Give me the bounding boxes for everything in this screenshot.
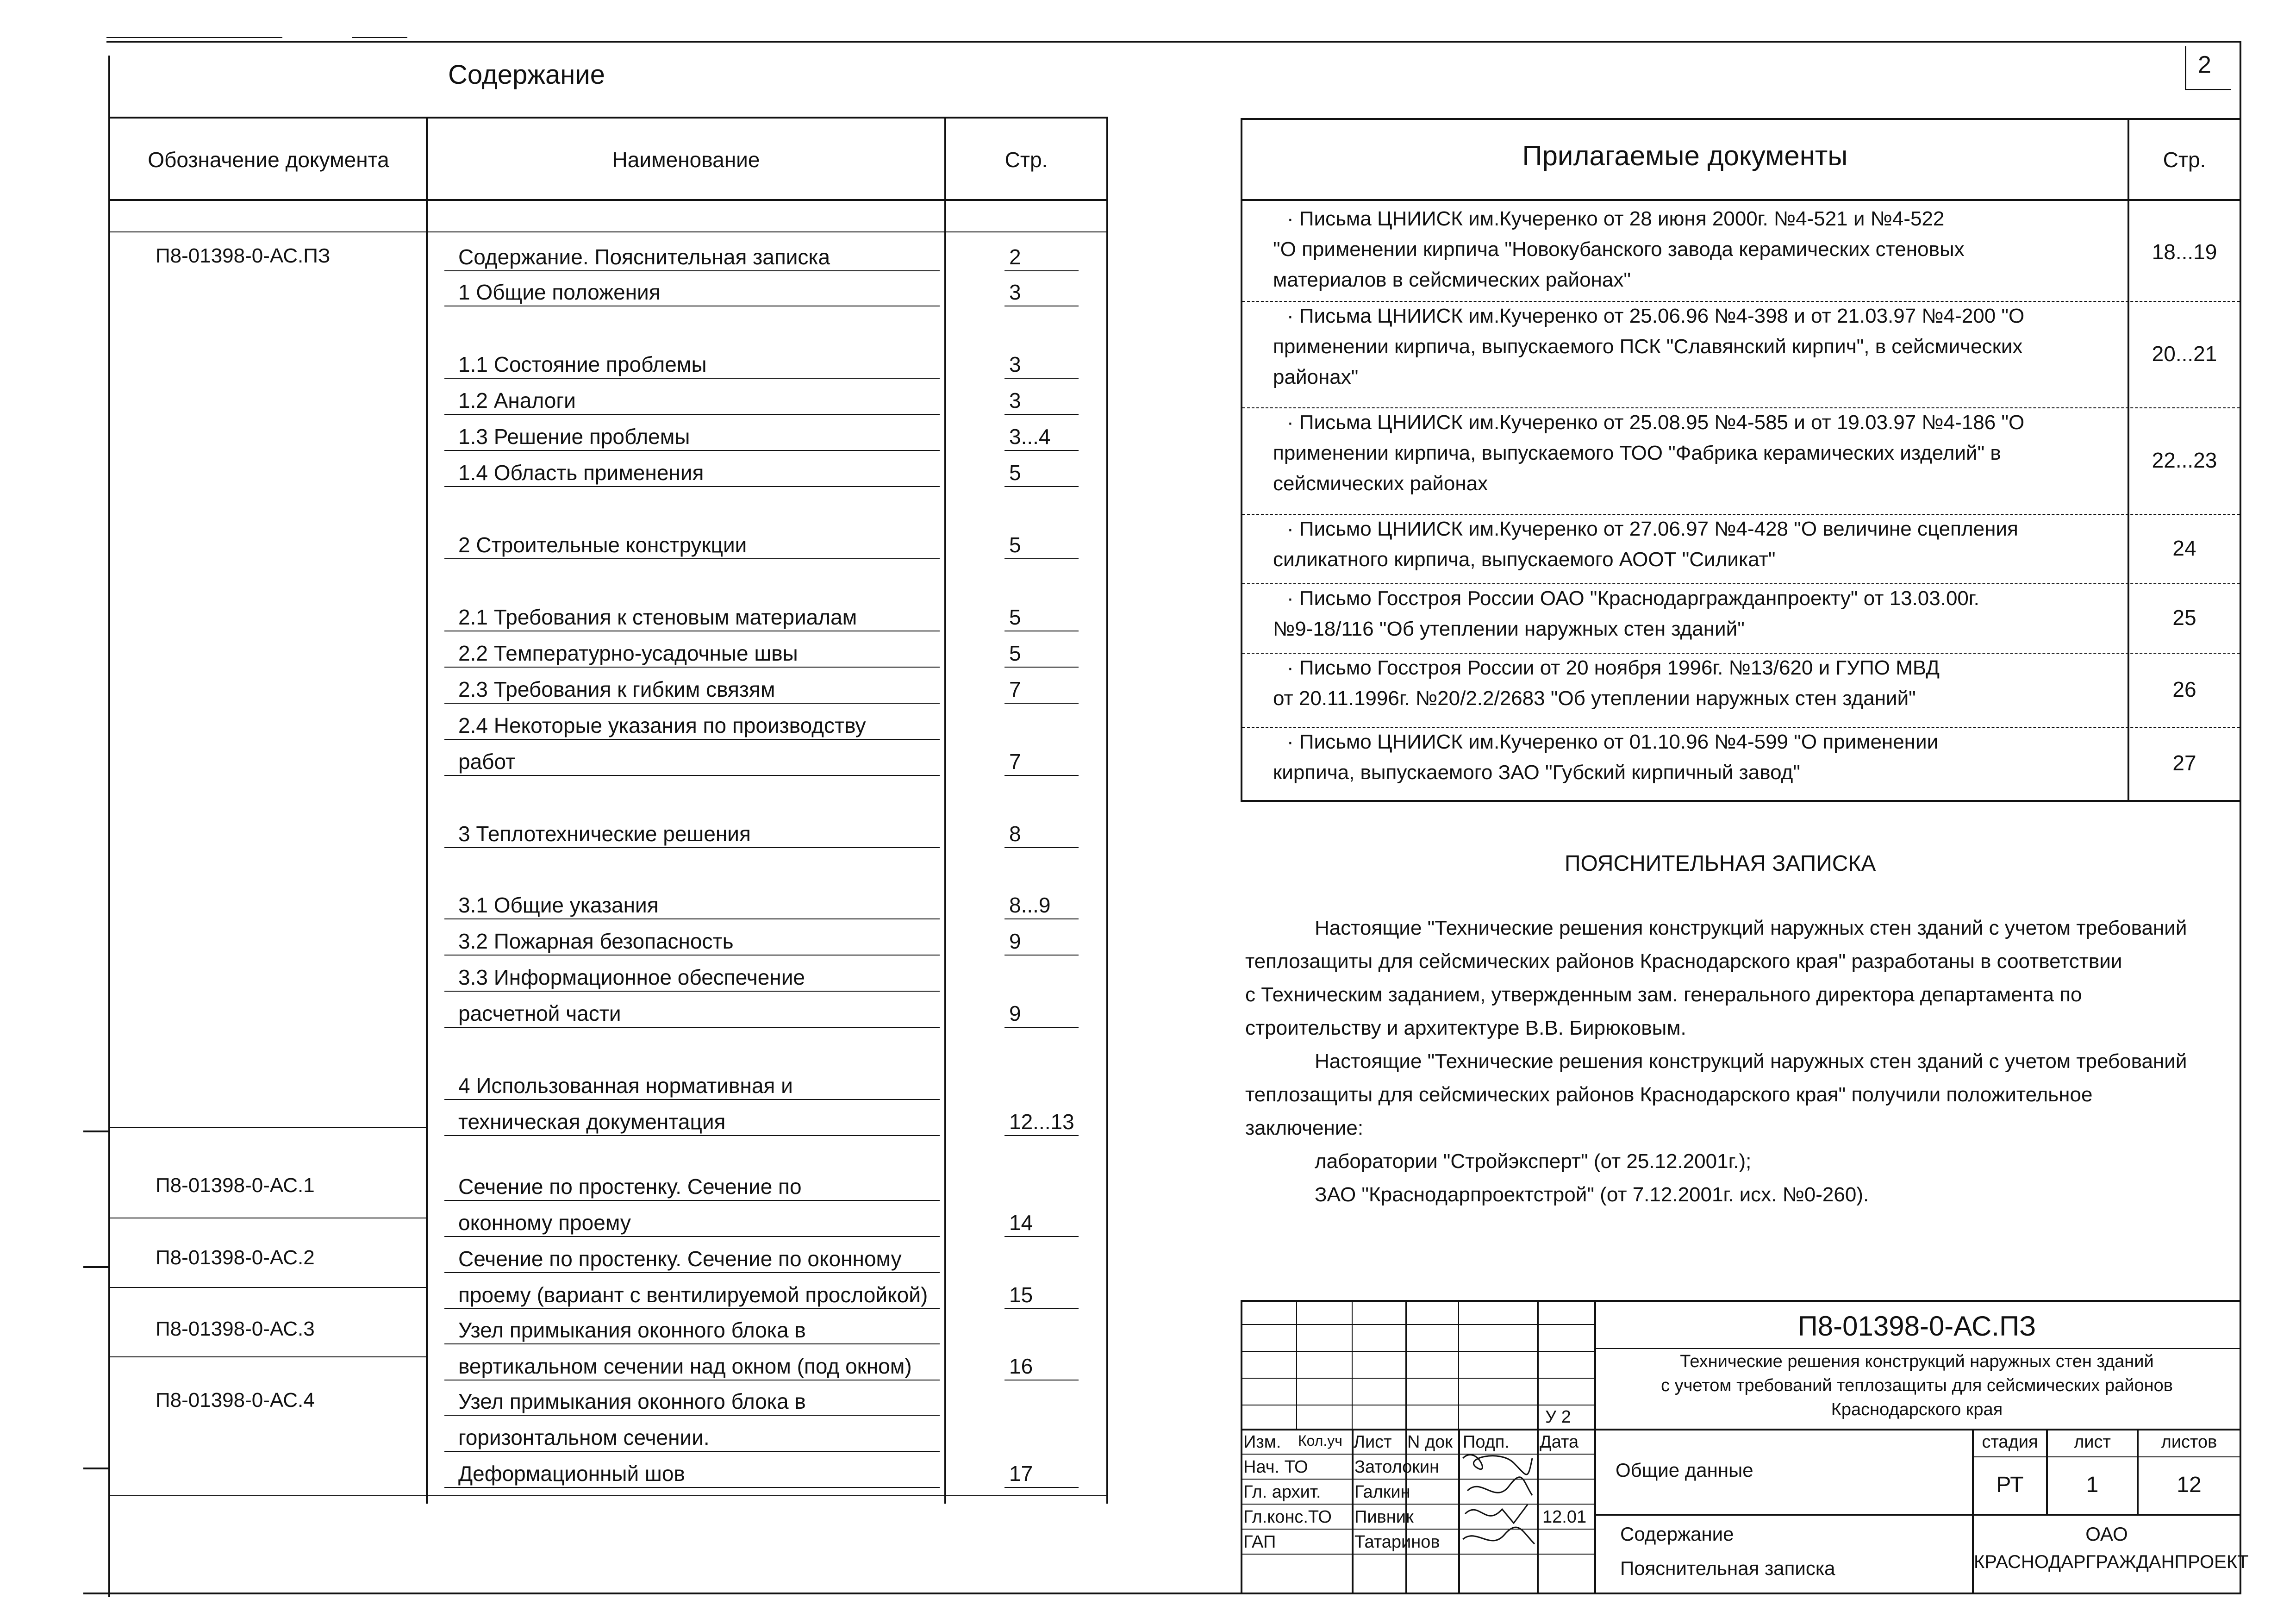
contents-row-page: 17 [1009,1462,1033,1486]
note-line: теплозащиты для сейсмических районов Краснодарского края" разработаны в соответствии [1245,950,2122,973]
frame-top-stub-1 [106,37,282,38]
contents-row-page-underline [1004,558,1079,559]
signer-name: Галкин [1354,1482,1410,1502]
contents-row-sep [108,1127,426,1128]
attached-header-bottom [1241,199,2240,201]
stamp-row [1594,1429,2240,1430]
stamp-col-header: N док [1407,1432,1453,1452]
contents-row-page-underline [1004,378,1079,379]
attached-item-line: "О применении кирпича "Новокубанского завода керамических стеновых [1273,238,1965,261]
contents-row-underline [444,1415,940,1416]
contents-row-underline [444,991,940,992]
attached-item-line: · Письма ЦНИИСК им.Кучеренко от 28 июня 2000г. №4-521 и №4-522 [1287,207,1945,230]
contents-header-bottom [108,199,1108,201]
attached-top [1241,118,2240,120]
stamp-title-line: Краснодарского края [1831,1400,2003,1419]
contents-row-underline [444,1027,940,1028]
contents-right-edge [1106,117,1108,1504]
note-line: с Техническим заданием, утвержденным зам. генерального директора департамента по [1245,983,2082,1006]
signature-stroke [1465,1505,1528,1523]
contents-row-page-underline [1004,414,1079,415]
contents-row-sep [108,1287,426,1288]
note-line: Настоящие "Технические решения конструкций наружных стен зданий с учетом требований [1315,1050,2187,1073]
contents-row-underline [444,378,940,379]
signer-role: ГАП [1243,1532,1276,1552]
attached-item-line: районах" [1273,366,1359,388]
contents-row-page: 5 [1009,533,1021,557]
contents-row-name: 2.4 Некоторые указания по производству [458,713,866,737]
attached-row-separator [1242,727,2240,728]
signature-stroke [1463,1455,1532,1474]
note-line: заключение: [1245,1117,1364,1139]
contents-row-name: 2.3 Требования к гибким связям [458,677,775,701]
stamp-grid-row [1241,1378,1594,1379]
contents-row-name: Узел примыкания оконного блока в [458,1318,806,1342]
contents-row-name: Содержание. Пояснительная записка [458,245,830,269]
contents-row-name: 3.1 Общие указания [458,893,659,917]
contents-row-page: 2 [1009,245,1021,269]
stamp-grid-row [1241,1324,1594,1325]
signer-name: Затолокин [1354,1457,1440,1477]
contents-row-underline [444,1200,940,1201]
stamp-grid-col [1537,1300,1539,1594]
contents-row-page-underline [1004,847,1079,848]
stamp-col-header: Кол.уч [1298,1432,1342,1449]
contents-row-name: Сечение по простенку. Сечение по [458,1174,802,1199]
contents-row-name: горизонтальном сечении. [458,1425,710,1449]
contents-row-underline [444,1272,940,1273]
stamp-drawing-line: Пояснительная записка [1620,1557,1835,1579]
contents-row-underline [444,1308,940,1309]
attached-header-page: Стр. [2163,148,2206,172]
frame-right [2240,41,2241,1594]
contents-row-name: вертикальном сечении над окном (под окном) [458,1354,912,1378]
frame-bottom [83,1593,2241,1594]
frame-tick [83,1131,108,1132]
contents-row-name: 2 Строительные конструкции [458,533,747,557]
stamp-org-line: ОАО [2085,1523,2128,1545]
stamp-row [1594,1348,2240,1349]
attached-row-separator [1242,301,2240,302]
note-line: ЗАО "Краснодарпроектстрой" (от 7.12.2001г. исх. №0-260). [1315,1183,1869,1206]
attached-item-line: силикатного кирпича, выпускаемого АООТ "Силикат" [1273,548,1776,571]
signer-name: Пивник [1354,1507,1414,1527]
signature-stroke [1463,1527,1535,1544]
frame-tick [83,1266,108,1268]
stamp-mark: У 2 [1545,1407,1571,1427]
page-number: 2 [2198,51,2211,78]
stamp-grid-row [1241,1504,1594,1505]
attached-item-line: кирпича, выпускаемого ЗАО "Губский кирпичный завод" [1273,761,1800,784]
contents-row-underline [444,558,940,559]
contents-row-underline [444,486,940,487]
stamp-row [1972,1456,2240,1457]
contents-row-underline [444,1487,940,1488]
contents-row-underline [444,918,940,919]
contents-row-code: П8-01398-0-АС.3 [156,1318,315,1340]
contents-row-page-underline [1004,703,1079,704]
attached-item-line: материалов в сейсмических районах" [1273,269,1631,291]
contents-row-page: 3 [1009,352,1021,376]
stamp-grid-row [1241,1554,1594,1555]
contents-row-underline [444,450,940,451]
contents-row-underline [444,667,940,668]
frame-top-stub-2 [352,37,407,38]
contents-header-top [108,117,1108,119]
stamp-grid-col [1458,1300,1459,1429]
stamp-grid-row [1241,1479,1594,1480]
attached-item-page: 26 [2172,677,2196,701]
contents-row-underline [444,703,940,704]
contents-row-underline [444,1343,940,1344]
contents-row-code: П8-01398-0-АС.4 [156,1389,315,1412]
attached-item-page: 27 [2172,751,2196,775]
contents-row-page-underline [1004,486,1079,487]
attached-title: Прилагаемые документы [1522,140,1848,171]
attached-row-separator [1242,583,2240,584]
contents-row-page: 8...9 [1009,893,1051,917]
attached-item-line: · Письмо ЦНИИСК им.Кучеренко от 27.06.97 №4-428 "О величине сцепления [1287,518,2018,540]
stamp-grid-row [1241,1454,1594,1455]
note-line: строительству и архитектуре В.В. Бирюковым. [1245,1017,1686,1039]
note-line: лаборатории "Стройэксперт" (от 25.12.2001г.); [1315,1150,1752,1173]
attached-item-page: 22...23 [2152,448,2217,472]
contents-row-page: 3...4 [1009,425,1051,449]
contents-row-name: 2.2 Температурно-усадочные швы [458,641,798,665]
stamp-sheet: 1 [2086,1473,2099,1497]
stamp-col-header: Изм. [1243,1432,1281,1452]
attached-left [1241,118,1242,801]
stamp-date: 12.01 [1542,1507,1587,1527]
attached-item-line: №9-18/116 "Об утеплении наружных стен зданий" [1273,618,1745,640]
contents-row-underline [444,1451,940,1452]
contents-row-page-underline [1004,918,1079,919]
stamp-grid-col [1352,1300,1353,1429]
stamp-grid-row [1241,1351,1594,1352]
frame-left [108,56,110,1597]
stamp-grid-col [1296,1300,1297,1429]
contents-row-name: 4 Использованная нормативная и [458,1074,793,1098]
contents-row-page-underline [1004,667,1079,668]
stamp-org-line: КРАСНОДАРГРАЖДАНПРОЕКТ [1974,1552,2249,1572]
contents-row-sep [108,231,1108,232]
contents-row-name: работ [458,750,516,774]
stamp-sheets: 12 [2177,1473,2202,1497]
stamp-title-line: Технические решения конструкций наружных стен зданий [1680,1352,2154,1371]
contents-row-page-underline [1004,1027,1079,1028]
stamp-doc-code: П8-01398-0-АС.ПЗ [1797,1311,2036,1342]
contents-row-name: оконному проему [458,1211,631,1235]
contents-row-page: 12...13 [1009,1110,1074,1134]
signer-role: Гл.конс.ТО [1243,1507,1332,1527]
attached-item-line: · Письма ЦНИИСК им.Кучеренко от 25.08.95 №4-585 и от 19.03.97 №4-186 "О [1287,411,2025,434]
contents-row-name: Деформационный шов [458,1462,685,1486]
contents-row-sep [108,1356,426,1357]
contents-row-name: расчетной части [458,1001,621,1025]
stamp-stage-header: стадия [1982,1432,2038,1452]
attached-bottom [1241,800,2240,802]
contents-row-underline [444,1099,940,1100]
contents-col1-divider [426,117,428,1504]
contents-row-code: П8-01398-0-АС.2 [156,1246,315,1269]
stamp-col-header: Подп. [1463,1432,1510,1452]
attached-item-page: 20...21 [2152,342,2217,366]
contents-row-underline [444,414,940,415]
stamp-row [1594,1514,2240,1516]
signature-marks [1458,1440,1537,1555]
contents-title: Содержание [448,60,605,90]
contents-row-page-underline [1004,1135,1079,1136]
stamp-sheets-header: листов [2161,1432,2217,1452]
stamp-grid-row [1241,1429,1594,1430]
contents-row-page: 15 [1009,1283,1033,1307]
attached-item-line: от 20.11.1996г. №20/2.2/2683 "Об утеплении наружных стен зданий" [1273,687,1916,710]
contents-row-page: 3 [1009,280,1021,304]
contents-row-name: Узел примыкания оконного блока в [458,1389,806,1413]
contents-row-page: 5 [1009,605,1021,629]
signer-role: Гл. архит. [1243,1482,1321,1502]
attached-row-separator [1242,514,2240,515]
attached-item-page: 25 [2172,606,2196,630]
contents-row-page-underline [1004,775,1079,776]
contents-row-name: Сечение по простенку. Сечение по оконному [458,1247,902,1271]
attached-row-separator [1242,407,2240,408]
contents-row-name: 1 Общие положения [458,280,661,304]
contents-row-code: П8-01398-0-АС.ПЗ [156,244,331,267]
contents-row-name: 3 Теплотехнические решения [458,822,751,846]
contents-row-name: 1.3 Решение проблемы [458,425,690,449]
note-line: теплозащиты для сейсмических районов Краснодарского края" получили положительное [1245,1083,2093,1106]
attached-item-line: · Письмо Госстроя России от 20 ноября 1996г. №13/620 и ГУПО МВД [1287,656,1940,679]
contents-row-underline [444,775,940,776]
stamp-drawing-line: Содержание [1620,1523,1734,1545]
signer-name: Татаринов [1354,1532,1440,1552]
contents-row-page: 5 [1009,461,1021,485]
contents-row-underline [444,270,940,271]
contents-row-page-underline [1004,1308,1079,1309]
contents-row-name: 2.1 Требования к стеновым материалам [458,605,857,629]
contents-row-page: 8 [1009,822,1021,846]
contents-row-name: 1.1 Состояние проблемы [458,352,707,376]
attached-item-line: применении кирпича, выпускаемого ТОО "Фабрика керамических изделий" в [1273,442,2001,464]
contents-header-page: Стр. [1004,148,1048,172]
contents-row-name: техническая документация [458,1110,726,1134]
contents-row-name: проему (вариант с вентилируемой прослойкой) [458,1283,928,1307]
contents-row-page: 16 [1009,1354,1033,1378]
stamp-left [1241,1300,1242,1594]
stamp-title-line: с учетом требований теплозащиты для сейсмических районов [1661,1376,2173,1395]
contents-row-page: 14 [1009,1211,1033,1235]
contents-header-name: Наименование [612,148,760,172]
contents-row-page-underline [1004,450,1079,451]
note-line: Настоящие "Технические решения конструкций наружных стен зданий с учетом требований [1315,917,2187,939]
contents-row-underline [444,739,940,740]
contents-row-code: П8-01398-0-АС.1 [156,1174,315,1197]
contents-row-underline [444,955,940,956]
signature-stroke [1467,1477,1532,1495]
stamp-col-header: Лист [1354,1432,1392,1452]
contents-row-page-underline [1004,955,1079,956]
stamp-divider-main [1594,1300,1596,1594]
contents-row-page: 7 [1009,750,1021,774]
contents-row-name: 1.2 Аналоги [458,388,576,412]
contents-row-page-underline [1004,270,1079,271]
stamp-sheet-header: лист [2074,1432,2111,1452]
frame-top [106,41,2241,43]
contents-row-page-underline [1004,1236,1079,1237]
attached-item-line: сейсмических районах [1273,472,1488,495]
attached-item-line: применении кирпича, выпускаемого ПСК "Славянский кирпич", в сейсмических [1273,335,2023,358]
signer-role: Нач. ТО [1243,1457,1308,1477]
contents-row-name: 3.2 Пожарная безопасность [458,929,734,953]
attached-item-page: 18...19 [2152,240,2217,264]
stamp-top [1241,1300,2240,1302]
contents-row-name: 3.3 Информационное обеспечение [458,965,805,989]
attached-item-line: · Письмо ЦНИИСК им.Кучеренко от 01.10.96 №4-599 "О применении [1287,731,1939,753]
contents-row-page: 9 [1009,1001,1021,1025]
contents-row-page: 7 [1009,677,1021,701]
contents-row-page: 5 [1009,641,1021,665]
attached-item-line: · Письма ЦНИИСК им.Кучеренко от 25.06.96 №4-398 и от 21.03.97 №4-200 "О [1287,305,2025,327]
stamp-grid-row [1241,1529,1594,1530]
contents-row-sep [108,1495,1108,1496]
stamp-section: Общие данные [1616,1459,1753,1481]
contents-row-name: 1.4 Область применения [458,461,704,485]
contents-row-page: 9 [1009,929,1021,953]
contents-row-underline [444,847,940,848]
stamp-stage: РТ [1996,1473,2024,1497]
contents-row-underline [444,1236,940,1237]
attached-row-separator [1242,653,2240,654]
contents-col2-divider [944,117,946,1504]
attached-item-line: · Письмо Госстроя России ОАО "Краснодаргражданпроекту" от 13.03.00г. [1287,587,1979,610]
contents-row-underline [444,1135,940,1136]
contents-row-page: 3 [1009,388,1021,412]
note-heading: ПОЯСНИТЕЛЬНАЯ ЗАПИСКА [1565,851,1876,876]
stamp-col-header: Дата [1540,1432,1579,1452]
attached-item-page: 24 [2172,536,2196,560]
contents-row-page-underline [1004,1487,1079,1488]
frame-tick [83,1468,108,1469]
contents-header-designation: Обозначение документа [148,148,389,172]
